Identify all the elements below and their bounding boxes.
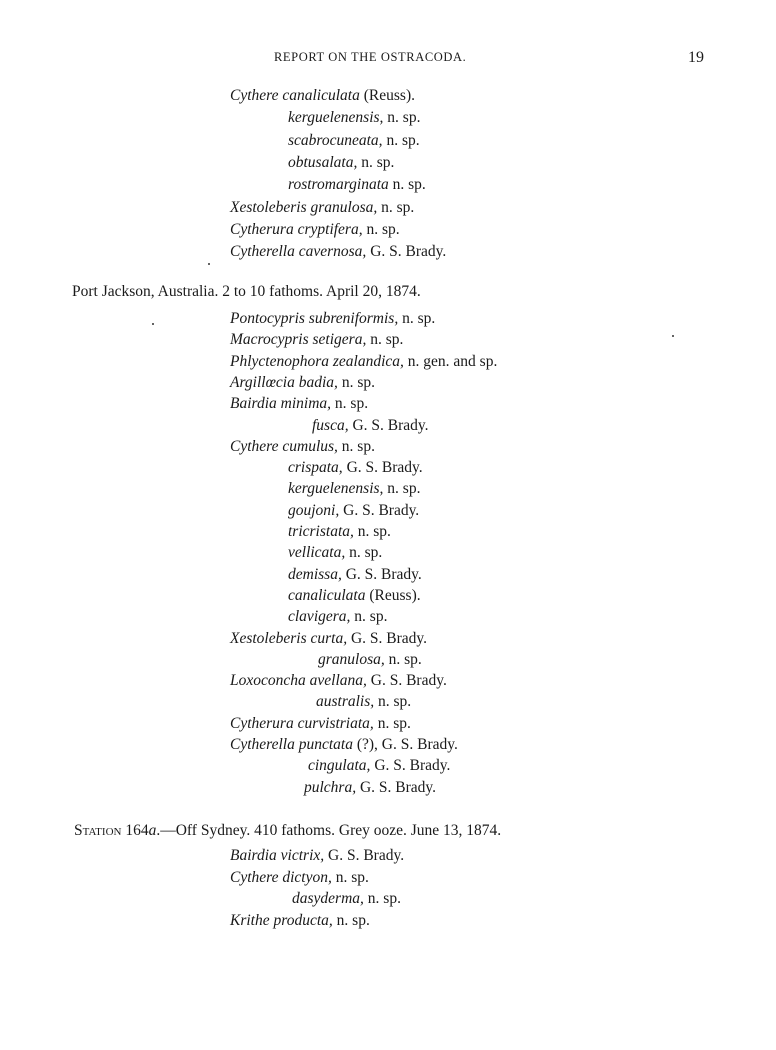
species-authority: n. gen. and sp. xyxy=(403,352,498,370)
species-entry xyxy=(288,587,421,605)
species-entry xyxy=(230,331,403,349)
print-speck xyxy=(208,263,210,265)
species-entry xyxy=(230,243,446,261)
station-suffix: a xyxy=(148,822,157,839)
species-entry xyxy=(316,693,411,711)
genus-name: Phlyctenophora xyxy=(230,352,330,370)
genus-name: Cythere xyxy=(230,87,279,104)
species-authority: n. sp. xyxy=(374,693,412,711)
species-name: australis, xyxy=(316,693,375,711)
running-header xyxy=(0,50,776,70)
species-authority: n. sp. xyxy=(331,868,369,886)
species-entry xyxy=(288,109,420,127)
species-entry xyxy=(230,395,368,413)
page-number: 19 xyxy=(688,49,704,66)
species-authority: n. sp. xyxy=(383,109,421,127)
genus-name: Xestoleberis xyxy=(230,198,307,216)
genus-name: Pontocypris xyxy=(230,310,305,327)
species-entry xyxy=(230,310,435,328)
species-name: cingulata, xyxy=(308,757,371,775)
species-authority: n. sp. xyxy=(382,131,420,149)
species-authority: G. S. Brady. xyxy=(366,243,447,261)
genus-name: Krithe xyxy=(230,911,270,929)
species-name: obtusalata, xyxy=(288,153,358,171)
species-name: punctata xyxy=(298,736,353,753)
species-authority: n. sp. xyxy=(373,714,411,732)
species-name: vellicata, xyxy=(288,544,346,562)
genus-name: Cytherella xyxy=(230,736,295,753)
species-entry xyxy=(288,459,423,477)
species-entry xyxy=(230,869,369,887)
species-authority: n. sp. xyxy=(350,608,388,626)
species-authority: G. S. Brady. xyxy=(356,778,437,796)
print-speck xyxy=(152,323,154,325)
species-authority: n. sp. xyxy=(362,220,400,238)
genus-name: Macrocypris xyxy=(230,331,309,349)
species-name: victrix, xyxy=(280,847,325,864)
species-entry xyxy=(230,87,415,105)
species-entry xyxy=(230,912,370,930)
species-entry xyxy=(288,523,391,541)
species-entry xyxy=(318,651,422,669)
species-authority: G. S. Brady. xyxy=(348,416,429,434)
species-authority: (Reuss). xyxy=(359,87,415,104)
station-heading-164a xyxy=(74,822,501,840)
species-entry xyxy=(304,779,436,797)
species-name: curvistriata, xyxy=(297,714,374,732)
species-authority: G. S. Brady. xyxy=(370,757,451,775)
species-authority: G. S. Brady. xyxy=(339,501,420,519)
species-entry xyxy=(288,176,426,194)
species-entry xyxy=(230,847,404,865)
species-entry xyxy=(230,630,427,648)
species-entry xyxy=(230,715,411,733)
species-name: tricristata, xyxy=(288,523,354,540)
species-name: avellana, xyxy=(309,672,367,690)
species-authority: n. sp. xyxy=(377,198,415,216)
species-authority: n. sp. xyxy=(345,544,383,562)
species-entry xyxy=(288,154,394,172)
species-authority: n. sp. xyxy=(332,911,370,929)
species-entry xyxy=(292,890,401,908)
species-name: producta, xyxy=(273,911,333,929)
station-label: Station xyxy=(74,822,122,839)
species-name: goujoni, xyxy=(288,501,340,519)
species-name: kerguelenensis, xyxy=(288,109,384,127)
genus-name: Xestoleberis xyxy=(230,629,307,647)
species-name: granulosa, xyxy=(310,198,378,216)
species-authority: n. sp. xyxy=(366,331,404,349)
species-entry xyxy=(230,353,497,371)
species-entry xyxy=(288,480,420,498)
species-entry xyxy=(312,417,429,435)
species-authority: n. sp. xyxy=(353,523,391,540)
species-name: cumulus, xyxy=(282,437,338,455)
species-name: granulosa, xyxy=(318,650,385,668)
species-entry xyxy=(230,221,400,239)
genus-name: Bairdia xyxy=(230,847,277,864)
species-entry xyxy=(308,757,450,775)
genus-name: Cythere xyxy=(230,868,279,886)
species-name: pulchra, xyxy=(304,778,357,796)
species-authority: G. S. Brady. xyxy=(366,672,447,690)
species-name: rostromarginata xyxy=(288,176,389,194)
species-name: badia, xyxy=(298,373,338,391)
species-authority: (?), G. S. Brady. xyxy=(352,736,458,753)
station-number: 164 xyxy=(121,822,149,839)
species-name: canaliculata xyxy=(282,87,360,104)
species-name: clavigera, xyxy=(288,608,351,626)
species-entry xyxy=(230,736,458,754)
species-authority: n. sp. xyxy=(331,395,369,413)
species-name: dasyderma, xyxy=(292,890,364,907)
species-name: zealandica, xyxy=(332,352,404,370)
species-authority: G. S. Brady. xyxy=(347,629,428,647)
print-speck xyxy=(672,335,674,337)
species-name: cryptifera, xyxy=(297,220,363,238)
species-name: scabrocuneata, xyxy=(288,131,383,149)
species-name: demissa, xyxy=(288,565,342,583)
species-authority: G. S. Brady. xyxy=(341,565,422,583)
species-entry xyxy=(288,544,382,562)
genus-name: Bairdia xyxy=(230,395,277,413)
genus-name: Cytherura xyxy=(230,220,294,238)
species-authority: n. sp. xyxy=(384,650,422,668)
species-entry xyxy=(230,199,414,217)
genus-name: Argillœcia xyxy=(230,373,295,391)
species-name: kerguelenensis, xyxy=(288,480,384,498)
species-name: subreniformis, xyxy=(308,310,399,327)
genus-name: Cythere xyxy=(230,437,279,455)
species-name: canaliculata xyxy=(288,586,366,604)
genus-name: Loxoconcha xyxy=(230,672,306,690)
station-heading-port-jackson: Port Jackson, Australia. 2 to 10 fathoms. April 20, 1874. xyxy=(72,283,421,300)
species-name: cavernosa, xyxy=(298,243,367,261)
species-authority: G. S. Brady. xyxy=(324,847,405,864)
species-authority: n. sp. xyxy=(398,310,436,327)
species-name: dictyon, xyxy=(282,868,332,886)
species-authority: n. sp. xyxy=(363,890,401,907)
species-entry xyxy=(230,672,447,690)
species-entry xyxy=(288,132,420,150)
species-entry xyxy=(288,502,419,520)
species-authority: n. sp. xyxy=(337,373,375,391)
species-name: setigera, xyxy=(312,331,367,349)
species-entry xyxy=(230,374,375,392)
genus-name: Cytherella xyxy=(230,243,295,261)
species-authority: n. sp. xyxy=(337,437,375,455)
species-name: curta, xyxy=(310,629,348,647)
species-authority: n. sp. xyxy=(357,153,395,171)
running-title: REPORT ON THE OSTRACODA. xyxy=(274,50,467,64)
species-entry xyxy=(230,438,375,456)
species-entry xyxy=(288,566,422,584)
species-authority: G. S. Brady. xyxy=(342,459,423,477)
station-details: .—Off Sydney. 410 fathoms. Grey ooze. June 13, 1874. xyxy=(156,822,502,839)
species-authority: n. sp. xyxy=(388,176,426,194)
species-name: crispata, xyxy=(288,459,343,477)
species-authority: (Reuss). xyxy=(365,586,421,604)
species-name: minima, xyxy=(280,395,332,413)
species-name: fusca, xyxy=(312,416,349,434)
species-authority: n. sp. xyxy=(383,480,421,498)
genus-name: Cytherura xyxy=(230,714,294,732)
species-entry xyxy=(288,608,387,626)
